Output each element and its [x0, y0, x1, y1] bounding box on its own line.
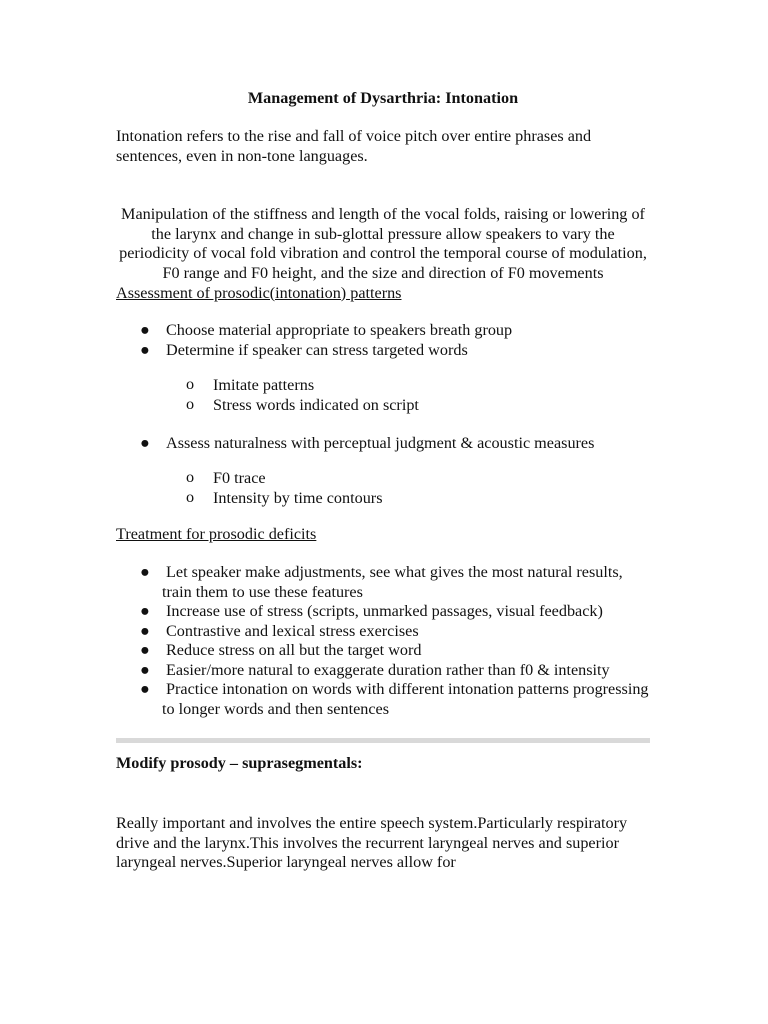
list-item-text: Easier/more natural to exaggerate duration rather than f0 & intensity [166, 660, 610, 679]
sub-list-item [116, 376, 650, 396]
circle-bullet-icon: o [186, 394, 195, 413]
bullet-icon: ● [140, 641, 150, 660]
assessment-sublist-1 [116, 376, 650, 415]
assessment-list-continued [116, 434, 650, 454]
list-item [116, 680, 650, 719]
treatment-list [116, 563, 650, 720]
sub-list-item-text: F0 trace [213, 469, 266, 488]
bullet-icon: ● [140, 433, 150, 452]
bullet-icon: ● [140, 660, 150, 679]
bullet-icon: ● [140, 562, 150, 581]
sub-list-item [116, 396, 650, 416]
list-item [116, 563, 650, 602]
intro-paragraph: Intonation refers to the rise and fall of voice pitch over entire phrases and sentences, even in non-tone languages. [116, 127, 592, 165]
sub-list-item [116, 489, 650, 509]
section-divider [116, 738, 650, 743]
list-item-text: Reduce stress on all but the target word [166, 641, 422, 660]
list-item-text: Choose material appropriate to speakers breath group [166, 321, 513, 340]
list-item-text: Contrastive and lexical stress exercises [166, 621, 419, 640]
list-item [116, 434, 650, 454]
list-item [116, 602, 650, 622]
closing-paragraph: Really important and involves the entire speech system.Particularly respiratory drive and the larynx.This involves the recurrent laryngeal nerves and superior laryngeal nerves.Superior laryngeal nerves allow for [116, 814, 628, 872]
list-item-text: Let speaker make adjustments, see what gives the most natural results, train them to use these features [162, 562, 623, 601]
list-item-text: Determine if speaker can stress targeted words [166, 340, 468, 359]
list-item [116, 641, 650, 661]
bullet-icon: ● [140, 602, 150, 621]
sub-list-item [116, 469, 650, 489]
circle-bullet-icon: o [186, 468, 195, 487]
treatment-heading: Treatment for prosodic deficits [116, 525, 317, 544]
page-title: Management of Dysarthria: Intonation [247, 89, 519, 107]
list-item-text: Practice intonation on words with different intonation patterns progressing to longer words and then sentences [162, 680, 649, 719]
document-page [116, 88, 650, 873]
list-item [116, 661, 650, 681]
assessment-list [116, 321, 650, 360]
list-item-text: Increase use of stress (scripts, unmarked passages, visual feedback) [166, 602, 603, 621]
centered-paragraph: Manipulation of the stiffness and length of the vocal folds, raising or lowering of the larynx and change in sub-glottal pressure allow speakers to vary the periodicity of vocal fold vibration and control the temporal course of modulation, F0 range and F0 height, and the size and direction of F0 movements [119, 205, 647, 282]
bullet-icon: ● [140, 340, 150, 359]
sub-list-item-text: Intensity by time contours [213, 488, 383, 507]
circle-bullet-icon: o [186, 375, 195, 394]
list-item-text: Assess naturalness with perceptual judgment & acoustic measures [166, 433, 595, 452]
assessment-heading: Assessment of prosodic(intonation) patterns [116, 283, 402, 302]
list-item [116, 321, 650, 341]
bullet-icon: ● [140, 680, 150, 699]
sub-list-item-text: Stress words indicated on script [213, 395, 419, 414]
assessment-sublist-2 [116, 469, 650, 508]
sub-list-item-text: Imitate patterns [213, 376, 315, 395]
bullet-icon: ● [140, 321, 150, 340]
bullet-icon: ● [140, 621, 150, 640]
list-item [116, 622, 650, 642]
list-item [116, 341, 650, 361]
circle-bullet-icon: o [186, 487, 195, 506]
modify-prosody-heading: Modify prosody – suprasegmentals: [116, 753, 363, 772]
